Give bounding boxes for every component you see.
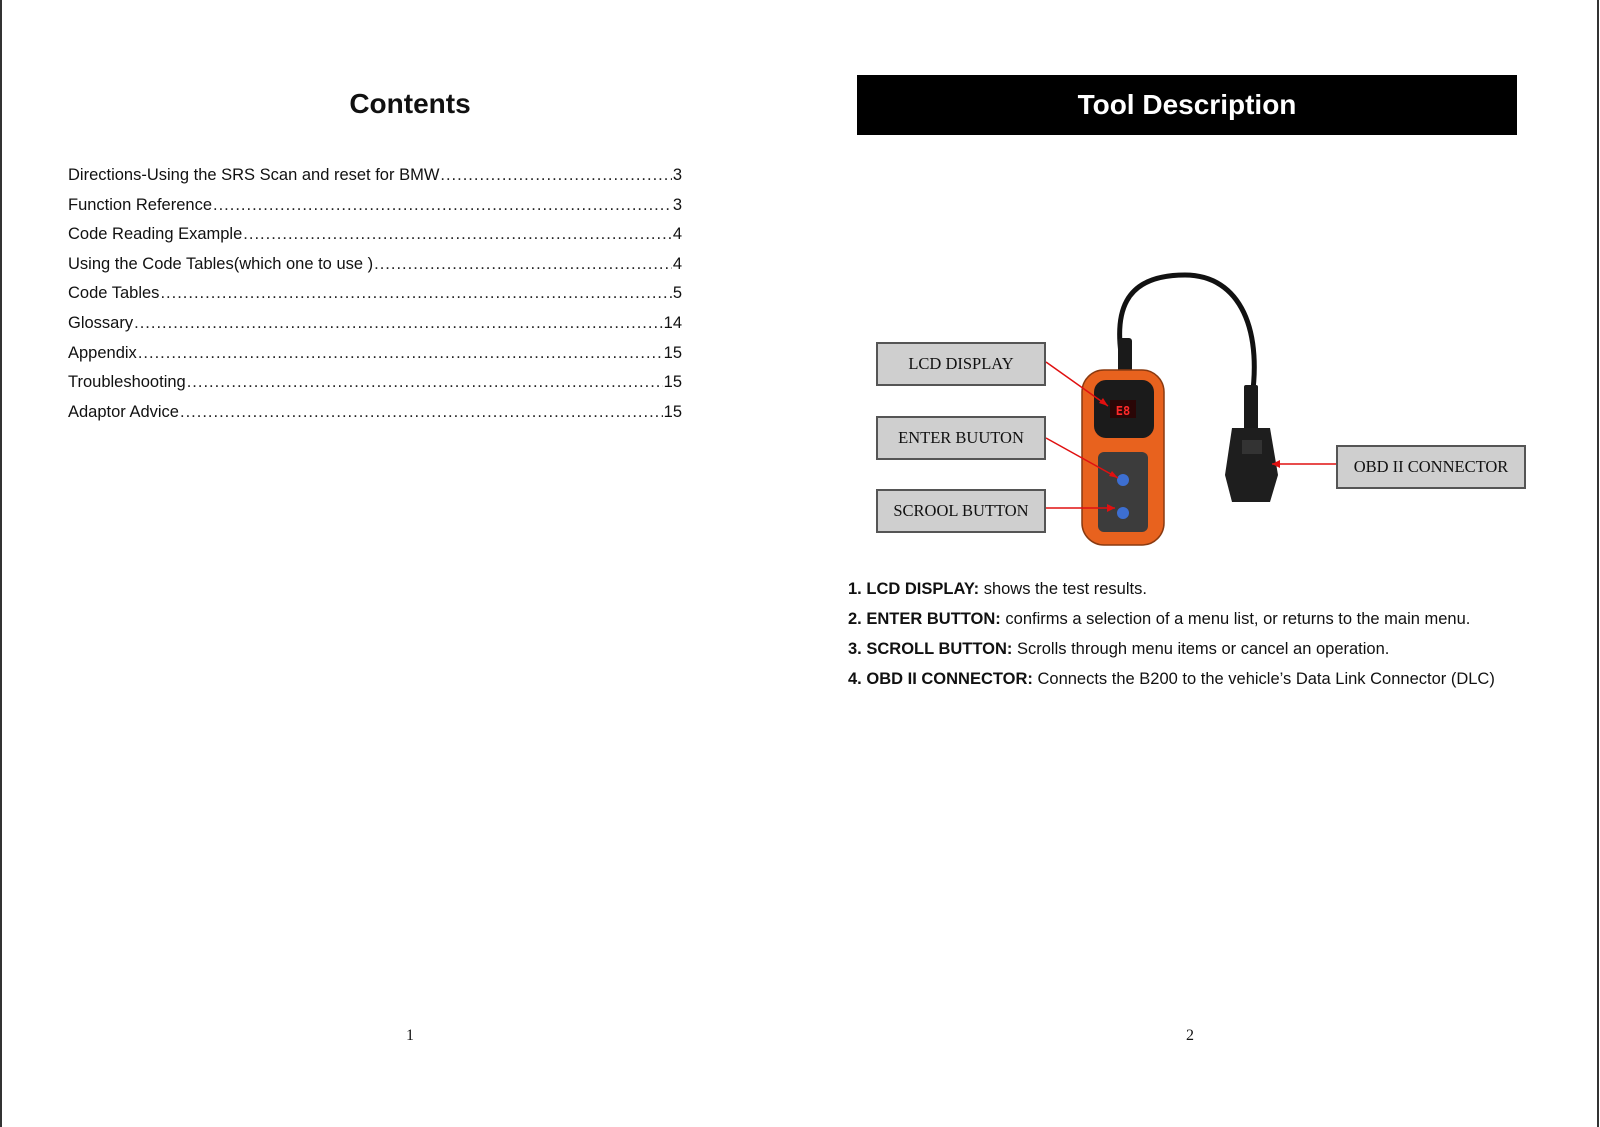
- tool-description-title: Tool Description: [1077, 89, 1297, 120]
- toc-entry-page: 4: [672, 225, 682, 244]
- lcd-digits: E8: [1115, 404, 1131, 418]
- enter-button-graphic: [1117, 474, 1129, 486]
- description-text: confirms a selection of a menu list, or returns to the main menu.: [1000, 610, 1471, 628]
- callout-enter-button: ENTER BUUTON: [876, 416, 1046, 460]
- tool-diagram: [870, 270, 1530, 560]
- toc-leader-dots: [374, 255, 672, 274]
- tool-description-header: [857, 75, 1517, 135]
- obd-connector-graphic: [1225, 428, 1278, 502]
- description-label: ENTER BUTTON:: [866, 610, 1001, 628]
- toc-entry-text: Directions-Using the SRS Scan and reset for BMW: [68, 166, 440, 184]
- toc-entry-page: 15: [663, 343, 682, 362]
- toc-entry[interactable]: [68, 314, 682, 344]
- toc-entry-page: 15: [663, 402, 682, 421]
- description-item: [848, 580, 1548, 610]
- toc-leader-dots: [440, 166, 671, 185]
- toc-leader-dots: [187, 373, 663, 392]
- description-label: SCROLL BUTTON:: [866, 640, 1013, 658]
- toc-entry-page: 4: [672, 254, 682, 273]
- toc-entry-text: Code Reading Example: [68, 225, 243, 244]
- toc-entry[interactable]: [68, 403, 682, 433]
- page-edge-left: [0, 0, 2, 1127]
- callout-scroll-button: SCROOL BUTTON: [876, 489, 1046, 533]
- obd-connector-latch: [1242, 440, 1262, 454]
- table-of-contents: [68, 166, 682, 432]
- description-number: 1.: [848, 580, 862, 598]
- page-number-right: 2: [1186, 1027, 1194, 1044]
- toc-entry-text: Appendix: [68, 343, 137, 362]
- toc-entry-page: 15: [663, 373, 682, 392]
- toc-leader-dots: [160, 284, 671, 303]
- toc-entry-text: Using the Code Tables(which one to use ): [68, 254, 374, 273]
- callout-obd-connector: OBD II CONNECTOR: [1336, 445, 1526, 489]
- description-text: Connects the B200 to the vehicle’s Data Link Connector (DLC): [1032, 670, 1495, 688]
- contents-title: Contents: [349, 88, 471, 119]
- tool-description-list: [848, 580, 1548, 700]
- toc-entry-text: Glossary: [68, 313, 134, 332]
- toc-entry[interactable]: [68, 255, 682, 285]
- toc-leader-dots: [180, 403, 663, 422]
- description-number: 2.: [848, 610, 862, 628]
- toc-entry[interactable]: [68, 166, 682, 196]
- description-number: 4.: [848, 670, 862, 688]
- description-item: [848, 670, 1548, 700]
- device-button-panel: [1098, 452, 1148, 532]
- description-item: [848, 640, 1548, 670]
- toc-entry-text: Adaptor Advice: [68, 402, 179, 421]
- toc-entry-text: Code Tables: [68, 284, 160, 303]
- toc-leader-dots: [213, 196, 672, 215]
- toc-entry[interactable]: [68, 225, 682, 255]
- toc-entry[interactable]: [68, 196, 682, 226]
- description-label: OBD II CONNECTOR:: [866, 670, 1033, 688]
- connector-strain-relief: [1244, 385, 1258, 430]
- description-text: Scrolls through menu items or cancel an operation.: [1012, 640, 1390, 658]
- toc-entry-page: 14: [663, 313, 682, 332]
- toc-entry-text: Troubleshooting: [68, 373, 186, 392]
- toc-entry-text: Function Reference: [68, 195, 212, 214]
- toc-entry[interactable]: [68, 284, 682, 314]
- scroll-button-graphic: [1117, 507, 1129, 519]
- toc-entry[interactable]: [68, 344, 682, 374]
- toc-entry-page: 3: [672, 166, 682, 184]
- toc-entry-page: 3: [672, 195, 682, 214]
- toc-leader-dots: [243, 225, 672, 244]
- toc-leader-dots: [134, 314, 663, 333]
- page-edge-right: [1597, 0, 1599, 1127]
- description-label: LCD DISPLAY:: [866, 580, 980, 598]
- description-number: 3.: [848, 640, 862, 658]
- toc-entry[interactable]: [68, 373, 682, 403]
- description-item: [848, 610, 1548, 640]
- description-text: shows the test results.: [979, 580, 1147, 598]
- toc-entry-page: 5: [672, 284, 682, 303]
- page-number-left: 1: [406, 1027, 414, 1044]
- toc-leader-dots: [138, 344, 663, 363]
- callout-lcd-display: LCD DISPLAY: [876, 342, 1046, 386]
